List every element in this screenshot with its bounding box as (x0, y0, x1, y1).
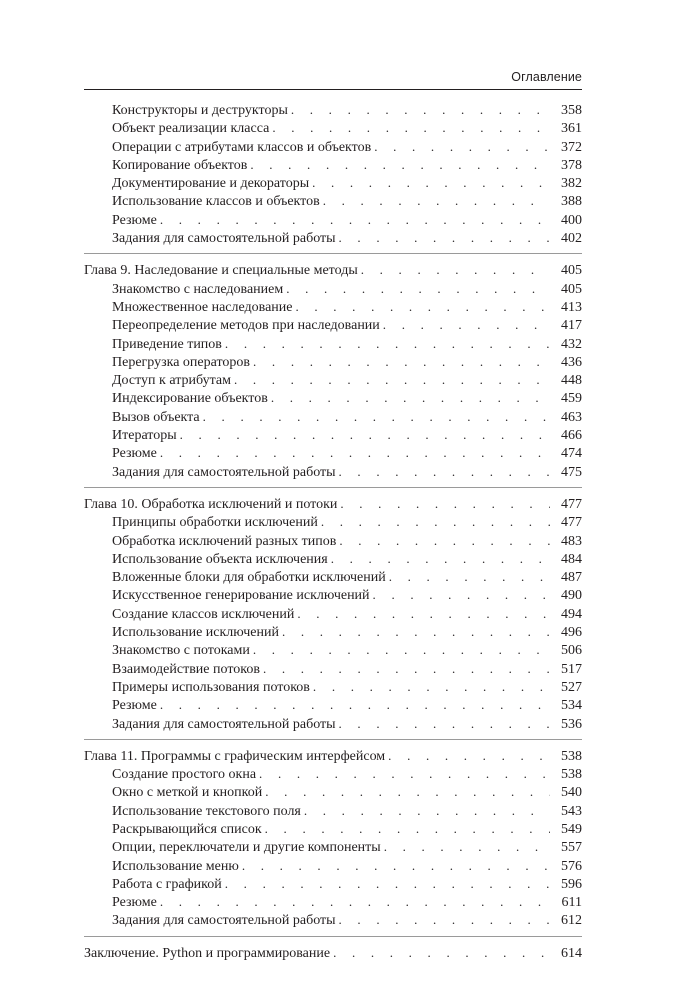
toc-entry-title: Создание простого окна (112, 766, 259, 784)
toc-entry[interactable] (84, 660, 582, 678)
toc-entry[interactable] (84, 119, 582, 137)
toc-entry-title: Использование текстового поля (112, 803, 304, 821)
toc-entry-page: 432 (561, 336, 582, 352)
toc-entry-page: 358 (561, 103, 582, 118)
toc-entry[interactable] (84, 623, 582, 641)
toc-entry-title: Резюме (112, 212, 160, 230)
toc-entry-page: 611 (561, 895, 582, 911)
toc-entry-title: Заключение. Python и программирование (84, 945, 333, 963)
toc-entry-title: Резюме (112, 697, 160, 715)
toc-entry[interactable] (84, 192, 582, 210)
toc-leader-dots (374, 138, 550, 156)
toc-entry-title: Приведение типов (112, 336, 225, 354)
toc-section (84, 944, 582, 968)
toc-entry-page: 382 (561, 176, 582, 192)
toc-entry-title: Раскрывающийся список (112, 821, 265, 839)
toc-entry[interactable] (84, 893, 582, 911)
toc-entry-title: Использование исключений (112, 624, 282, 642)
toc-entry[interactable] (84, 765, 582, 783)
toc-entry[interactable] (84, 280, 582, 298)
toc-leader-dots (242, 857, 550, 875)
toc-entry-page: 517 (561, 661, 582, 677)
toc-entry-page: 612 (561, 913, 582, 929)
toc-entry-page: 494 (561, 606, 582, 622)
toc-entry-page: 484 (561, 551, 582, 567)
toc-section (84, 261, 582, 488)
toc-leader-dots (323, 192, 550, 210)
toc-entry[interactable] (84, 408, 582, 426)
toc-entry-page: 405 (561, 263, 582, 279)
toc-leader-dots (225, 335, 550, 353)
toc-entry-page: 372 (561, 139, 582, 155)
toc-entry-title: Создание классов исключений (112, 606, 297, 624)
toc-leader-dots (265, 820, 550, 838)
toc-entry-title: Доступ к атрибутам (112, 372, 234, 390)
toc-entry-title: Глава 10. Обработка исключений и потоки (84, 496, 340, 514)
toc-leader-dots (333, 944, 550, 962)
toc-entry-title: Итераторы (112, 427, 180, 445)
toc-entry[interactable] (84, 229, 582, 247)
toc-entry[interactable] (84, 138, 582, 156)
toc-entry-page: 413 (561, 299, 582, 315)
toc-entry-title: Знакомство с наследованием (112, 281, 286, 299)
toc-leader-dots (180, 426, 550, 444)
toc-entry-page: 436 (561, 354, 582, 370)
toc-entry[interactable] (84, 353, 582, 371)
toc-leader-dots (160, 211, 550, 229)
toc-entry-page: 477 (561, 496, 582, 512)
toc-entry-title: Резюме (112, 894, 160, 912)
toc-entry-title: Обработка исключений разных типов (112, 533, 339, 551)
toc-entry-title: Задания для самостоятельной работы (112, 716, 339, 734)
toc-entry-title: Глава 11. Программы с графическим интерфейсом (84, 748, 388, 766)
toc-entry-page: 549 (561, 821, 582, 837)
toc-leader-dots (339, 229, 550, 247)
toc-entry[interactable] (84, 550, 582, 568)
toc-entry-page: 487 (561, 570, 582, 586)
toc-entry[interactable] (84, 174, 582, 192)
toc-entry-page: 538 (561, 767, 582, 783)
toc-leader-dots (160, 696, 550, 714)
toc-entry-title: Конструкторы и деструкторы (112, 102, 291, 120)
toc-leader-dots (389, 568, 550, 586)
toc-chapter-entry[interactable] (84, 261, 582, 279)
toc-entry-page: 405 (561, 281, 582, 297)
toc-entry[interactable] (84, 568, 582, 586)
toc-leader-dots (383, 316, 550, 334)
toc-entry[interactable] (84, 911, 582, 929)
toc-entry-page: 477 (561, 515, 582, 531)
toc-entry[interactable] (84, 389, 582, 407)
toc-entry-page: 448 (561, 373, 582, 389)
toc-entry[interactable] (84, 371, 582, 389)
toc-entry-title: Вызов объекта (112, 409, 203, 427)
header-rule (84, 89, 582, 90)
toc-entry-page: 538 (561, 748, 582, 764)
toc-entry[interactable] (84, 875, 582, 893)
toc-chapter-entry[interactable] (84, 747, 582, 765)
toc-leader-dots (373, 586, 550, 604)
toc-entry[interactable] (84, 696, 582, 714)
toc-entry-title: Работа с графикой (112, 876, 225, 894)
toc-leader-dots (225, 875, 550, 893)
toc-leader-dots (291, 101, 550, 119)
toc-leader-dots (312, 174, 550, 192)
toc-leader-dots (384, 838, 550, 856)
toc-leader-dots (160, 893, 550, 911)
toc-leader-dots (340, 495, 550, 513)
toc-entry[interactable] (84, 463, 582, 481)
toc-section (84, 101, 582, 254)
toc-leader-dots (304, 802, 550, 820)
toc-entry[interactable] (84, 605, 582, 623)
toc-leader-dots (331, 550, 550, 568)
toc-leader-dots (339, 715, 550, 733)
toc-entry-page: 536 (561, 716, 582, 732)
toc-entry[interactable] (84, 156, 582, 174)
toc-leader-dots (203, 408, 550, 426)
toc-leader-dots (234, 371, 550, 389)
toc-entry[interactable] (84, 838, 582, 856)
toc-leader-dots (339, 532, 550, 550)
toc-entry[interactable] (84, 802, 582, 820)
toc-entry[interactable] (84, 857, 582, 875)
toc-entry-title: Примеры использования потоков (112, 679, 313, 697)
toc-entry-page: 483 (561, 533, 582, 549)
toc-entry-title: Множественное наследование (112, 299, 295, 317)
toc-entry-title: Использование объекта исключения (112, 551, 331, 569)
toc-entry-title: Задания для самостоятельной работы (112, 912, 339, 930)
toc-entry-title: Переопределение методов при наследовании (112, 317, 383, 335)
toc-entry[interactable] (84, 298, 582, 316)
toc-entry-title: Резюме (112, 445, 160, 463)
toc-leader-dots (253, 641, 550, 659)
toc-entry[interactable] (84, 532, 582, 550)
toc-leader-dots (286, 280, 550, 298)
toc-entry[interactable] (84, 678, 582, 696)
toc-entry-page: 475 (561, 464, 582, 480)
toc-entry[interactable] (84, 715, 582, 733)
toc-entry-page: 506 (561, 643, 582, 659)
toc-entry-title: Копирование объектов (112, 157, 250, 175)
toc-entry-page: 402 (561, 231, 582, 247)
toc-leader-dots (259, 765, 550, 783)
toc-leader-dots (265, 783, 550, 801)
toc-leader-dots (250, 156, 550, 174)
toc-entry[interactable] (84, 101, 582, 119)
toc-entry-page: 417 (561, 318, 582, 334)
running-head-title: Оглавление (511, 70, 582, 84)
toc-entry-title: Искусственное генерирование исключений (112, 587, 373, 605)
toc-entry[interactable] (84, 783, 582, 801)
toc-entry-title: Операции с атрибутами классов и объектов (112, 139, 374, 157)
toc-entry-title: Знакомство с потоками (112, 642, 253, 660)
toc-leader-dots (313, 678, 550, 696)
toc-leader-dots (339, 463, 550, 481)
toc-entry-page: 400 (561, 212, 582, 228)
toc-entry-page: 557 (561, 840, 582, 856)
toc-entry-page: 543 (561, 803, 582, 819)
toc-entry-page: 474 (561, 446, 582, 462)
toc-entry-title: Окно с меткой и кнопкой (112, 784, 265, 802)
toc-entry-title: Вложенные блоки для обработки исключений (112, 569, 389, 587)
toc-entry[interactable] (84, 641, 582, 659)
toc-entry-page: 388 (561, 194, 582, 210)
toc-entry-title: Индексирование объектов (112, 390, 271, 408)
toc-entry-title: Использование классов и объектов (112, 193, 323, 211)
toc-entry-page: 576 (561, 858, 582, 874)
toc-leader-dots (388, 747, 550, 765)
toc-entry[interactable] (84, 586, 582, 604)
toc-leader-dots (339, 911, 550, 929)
toc-leader-dots (272, 119, 550, 137)
toc-entry-title: Документирование и декораторы (112, 175, 312, 193)
toc-chapter-entry[interactable] (84, 944, 582, 962)
toc-section (84, 495, 582, 740)
toc-entry-title: Принципы обработки исключений (112, 514, 321, 532)
toc-entry-page: 378 (561, 157, 582, 173)
toc-entry-page: 459 (561, 391, 582, 407)
toc-entry[interactable] (84, 444, 582, 462)
toc-leader-dots (361, 261, 550, 279)
toc-entry[interactable] (84, 211, 582, 229)
toc-entry-page: 527 (561, 679, 582, 695)
toc-entry-page: 490 (561, 588, 582, 604)
table-of-contents (84, 101, 582, 975)
toc-entry-page: 463 (561, 409, 582, 425)
toc-leader-dots (271, 389, 550, 407)
toc-entry-title: Опции, переключатели и другие компоненты (112, 839, 384, 857)
toc-entry-page: 361 (561, 121, 582, 137)
toc-leader-dots (282, 623, 550, 641)
toc-entry-title: Взаимодействие потоков (112, 661, 263, 679)
toc-entry[interactable] (84, 335, 582, 353)
toc-chapter-entry[interactable] (84, 495, 582, 513)
toc-leader-dots (263, 660, 550, 678)
toc-leader-dots (295, 298, 550, 316)
toc-entry-title: Использование меню (112, 858, 242, 876)
toc-entry-page: 534 (561, 698, 582, 714)
toc-entry-title: Объект реализации класса (112, 120, 272, 138)
toc-entry[interactable] (84, 426, 582, 444)
toc-entry-page: 614 (561, 945, 582, 961)
toc-entry-page: 466 (561, 428, 582, 444)
toc-entry[interactable] (84, 513, 582, 531)
toc-leader-dots (321, 513, 550, 531)
toc-entry-page: 540 (561, 785, 582, 801)
toc-entry-title: Задания для самостоятельной работы (112, 230, 339, 248)
toc-leader-dots (253, 353, 550, 371)
toc-leader-dots (297, 605, 550, 623)
toc-entry[interactable] (84, 316, 582, 334)
toc-entry[interactable] (84, 820, 582, 838)
toc-section (84, 747, 582, 937)
toc-entry-title: Глава 9. Наследование и специальные методы (84, 262, 361, 280)
toc-leader-dots (160, 444, 550, 462)
toc-entry-title: Задания для самостоятельной работы (112, 464, 339, 482)
toc-entry-title: Перегрузка операторов (112, 354, 253, 372)
toc-entry-page: 596 (561, 876, 582, 892)
toc-entry-page: 496 (561, 625, 582, 641)
